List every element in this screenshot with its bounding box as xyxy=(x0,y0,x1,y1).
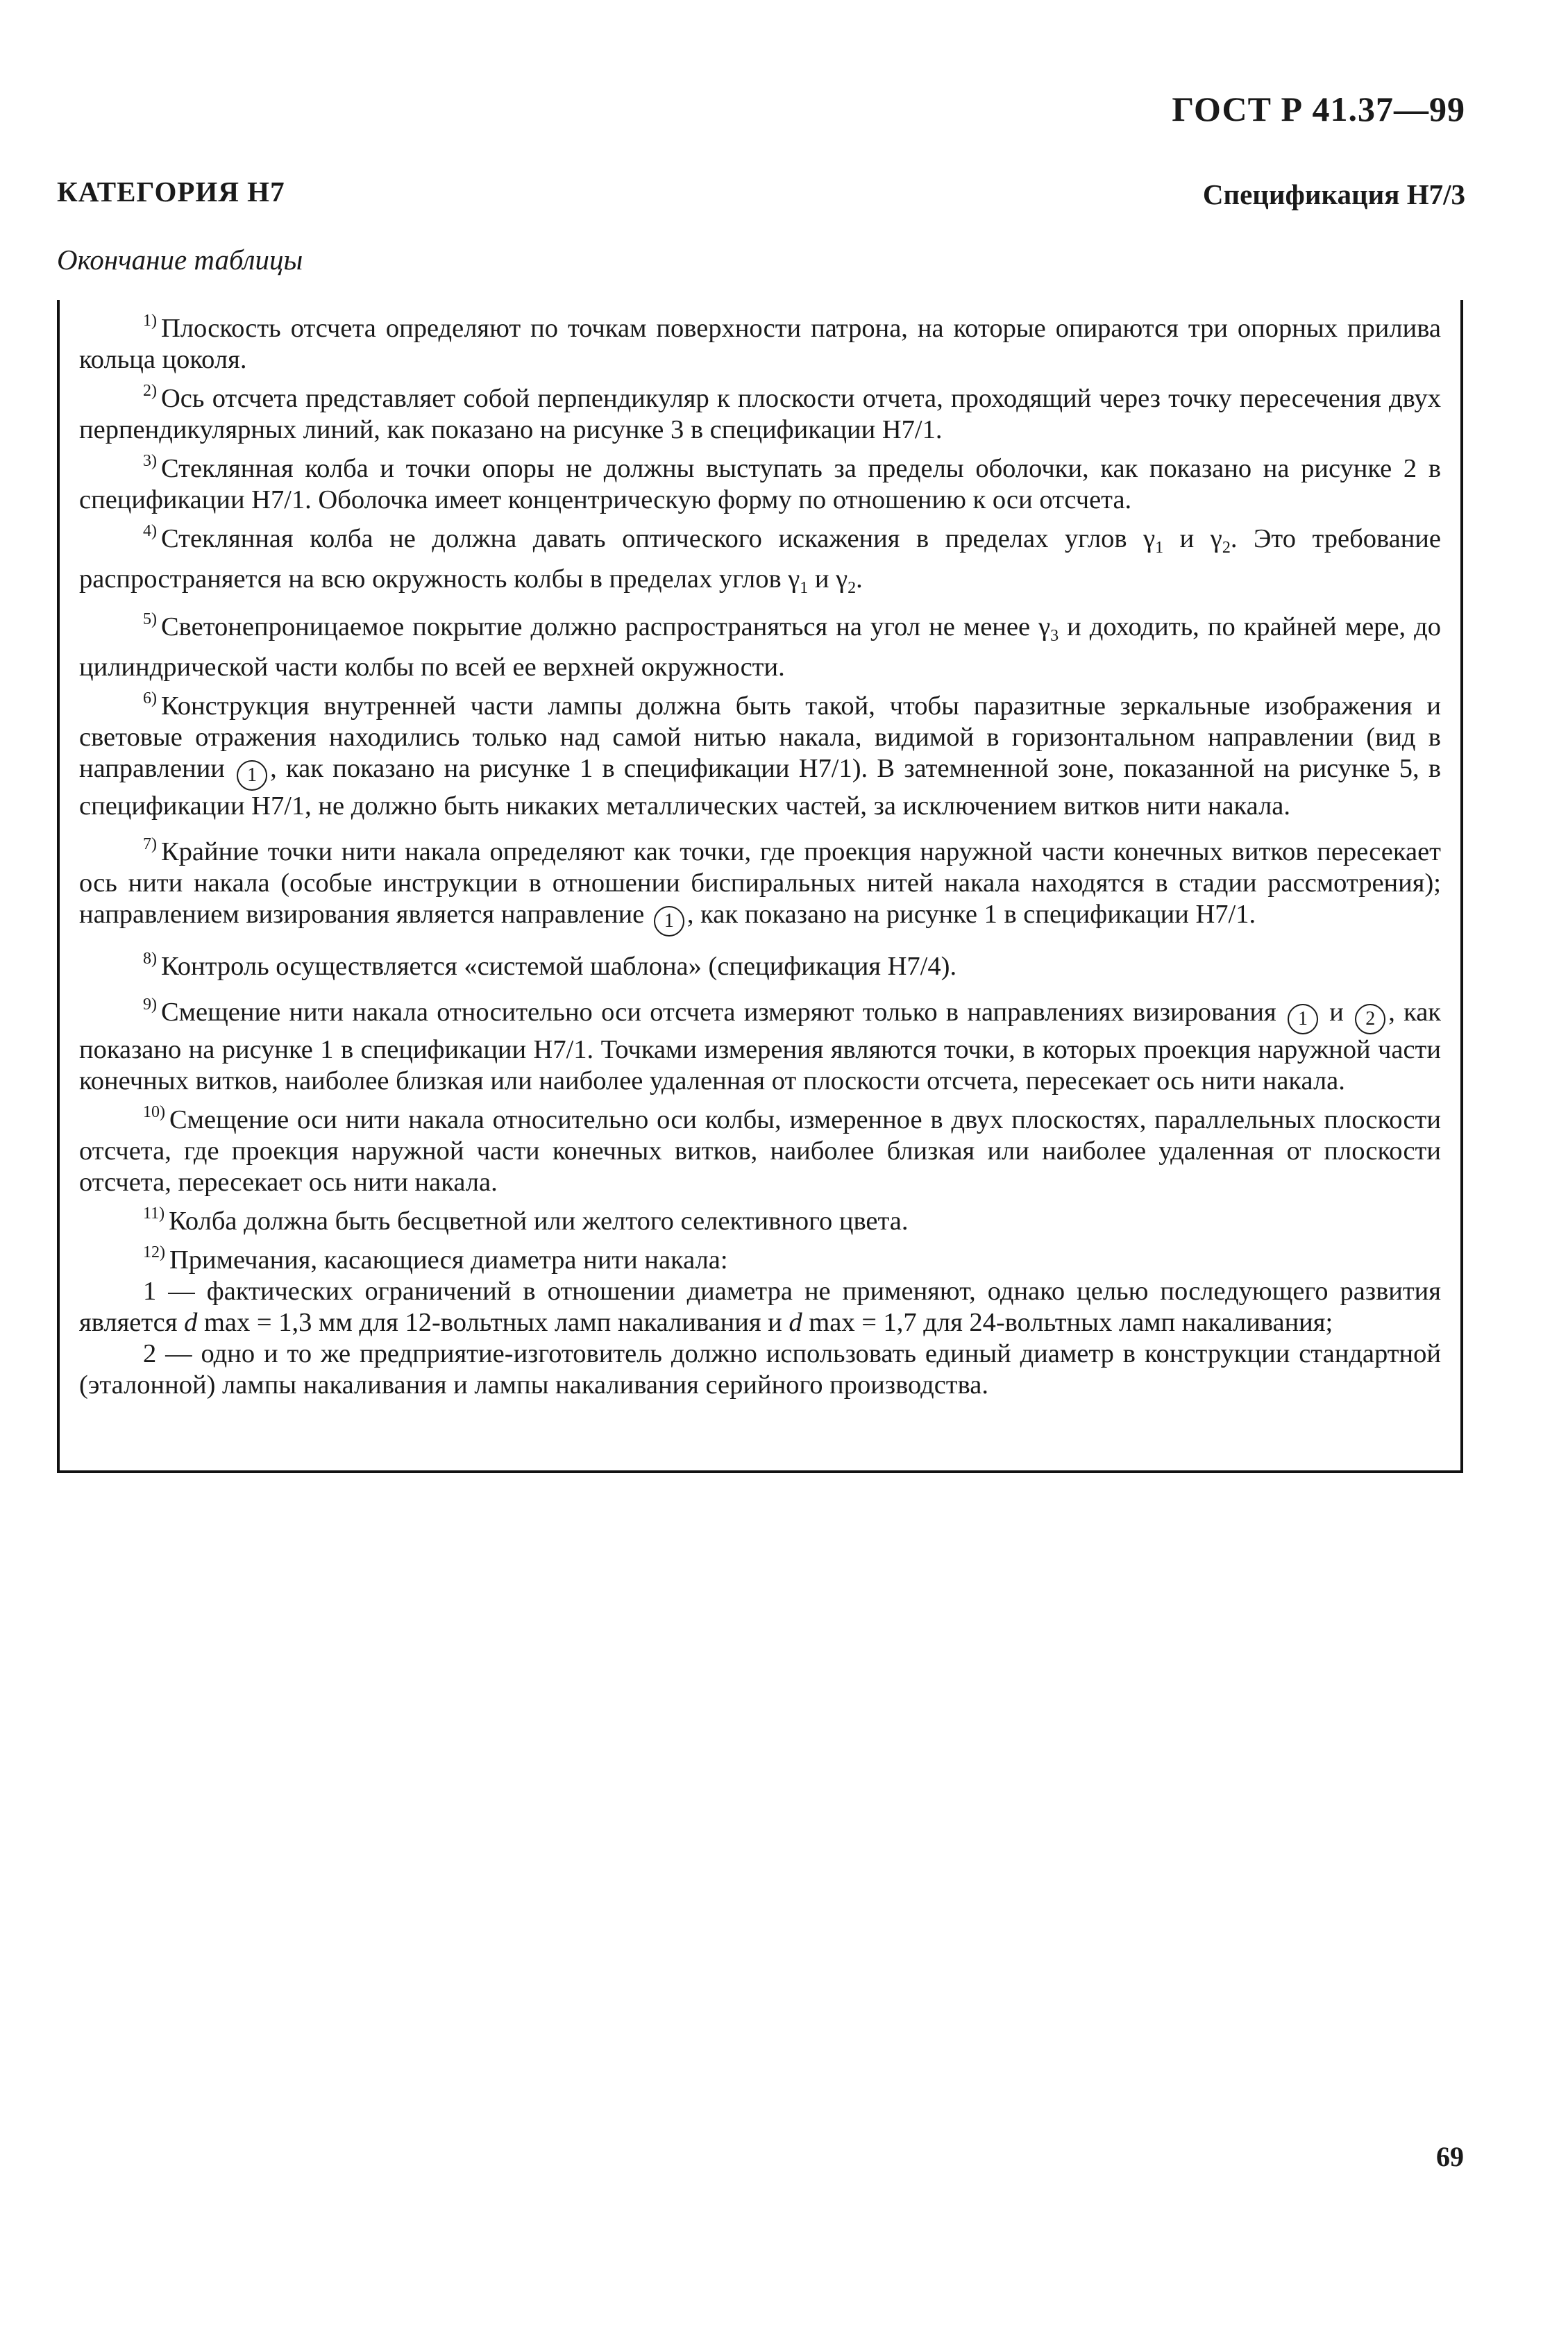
note-number: 12) xyxy=(143,1243,165,1261)
subscript: 3 xyxy=(1050,627,1059,645)
category-title: КАТЕГОРИЯ Н7 xyxy=(57,176,285,208)
specification-title: Спецификация Н7/3 xyxy=(1202,178,1465,210)
note-3 xyxy=(79,446,1441,516)
note-number: 5) xyxy=(143,610,157,628)
remark-text: 2 — одно и то же предприятие-изготовитель должно использовать единый диаметр в конструкции стандартной (эталонной) лампы накаливания и лампы накаливания серийного производства. xyxy=(79,1339,1441,1400)
note-text: Стеклянная колба не должна давать оптического искажения в пределах углов γ xyxy=(161,524,1156,553)
note-text: . xyxy=(856,564,863,594)
note-text: и доходить, по крайней мере, до цилиндрической части колбы по всей ее верхней окружности. xyxy=(79,612,1441,682)
note-5 xyxy=(79,604,1441,683)
note-6 xyxy=(79,683,1441,822)
note-text: Смещение оси нити накала относительно оси колбы, измеренное в двух плоскостях, параллельных плоскости отсчета, где проекция наружной части конечных витков, наиболее близкая или наиболее удаленная от плоскости отсчета, пересекает ось нити накала. xyxy=(79,1105,1441,1197)
note-text: Примечания, касающиеся диаметра нити накала: xyxy=(169,1245,728,1275)
note-number: 4) xyxy=(143,522,157,540)
remark-text: max = 1,7 для 24-вольтных ламп накаливания; xyxy=(802,1308,1333,1337)
note-text: Ось отсчета представляет собой перпендикуляр к плоскости отчета, проходящий через точку пересечения двух перпендикулярных линий, как показано на рисунке 3 в спецификации Н7/1. xyxy=(79,384,1441,444)
diameter-symbol: d xyxy=(184,1308,198,1337)
note-text: Конструкция внутренней части лампы должна быть такой, чтобы паразитные зеркальные изображения и световые отражения находились только над самой нитью накала, видимой в горизонтальном направлении (вид в направлении xyxy=(79,691,1441,783)
note-text: Колба должна быть бесцветной или желтого селективного цвета. xyxy=(169,1207,909,1236)
remark-text: max = 1,3 мм для 12-вольтных ламп накаливания и xyxy=(197,1308,789,1337)
note-text: , как показано на рисунке 1 в спецификации Н7/1. xyxy=(686,900,1256,929)
note-10 xyxy=(79,1097,1441,1198)
remark-text: 1 — фактических ограничений в отношении диаметра не применяют, однако целью последующего развития является xyxy=(79,1277,1441,1337)
note-text: Плоскость отсчета определяют по точкам поверхности патрона, на которые опираются три опорных прилива кольца цоколя. xyxy=(79,314,1441,374)
note-text: и xyxy=(1329,998,1344,1027)
note-text: и γ xyxy=(1163,524,1222,553)
diameter-symbol: d xyxy=(789,1308,802,1337)
note-number: 2) xyxy=(143,382,157,400)
page-number: 69 xyxy=(1436,2141,1464,2172)
note-text: Крайние точки нити накала определяют как точки, где проекция наружной части конечных витков пересекает ось нити накала (особые инструкции в отношении биспиральных нитей накала находятся в стадии рассмотрения); направлением визирования является направление xyxy=(79,837,1441,929)
direction-1-circle-icon: 1 xyxy=(1288,1004,1318,1034)
note-number: 11) xyxy=(143,1204,165,1223)
direction-2-circle-icon: 2 xyxy=(1355,1004,1385,1034)
note-8 xyxy=(79,943,1441,982)
notes-table xyxy=(57,300,1463,1473)
note-12 xyxy=(79,1237,1441,1276)
note-text: , как показано на рисунке 1 в спецификации Н7/1). В затемненной зоне, показанной на рисунке 5, в спецификации Н7/1, не должно быть никаких металлических частей, за исключением витков нити накала. xyxy=(79,754,1442,821)
note-text: Контроль осуществляется «системой шаблона» (спецификация Н7/4). xyxy=(161,952,957,981)
note-9 xyxy=(79,989,1441,1097)
direction-1-circle-icon: 1 xyxy=(654,906,684,937)
standard-number: ГОСТ Р 41.37—99 xyxy=(1172,90,1465,128)
note-number: 6) xyxy=(143,689,157,707)
note-number: 3) xyxy=(143,452,157,470)
direction-1-circle-icon: 1 xyxy=(237,760,267,791)
note-1 xyxy=(79,305,1441,376)
subscript: 1 xyxy=(800,579,809,597)
note-text: , как показано на рисунке 1 в спецификации Н7/1. Точками измерения являются точки, в которых проекция наружной части конечных витков, наиболее близкая или наиболее удаленная от плоскости отсчета, пересекает ось нити накала. xyxy=(79,998,1442,1095)
subscript: 2 xyxy=(848,579,857,597)
note-11 xyxy=(79,1198,1441,1237)
note-text: . Это требование распространяется на всю окружность колбы в пределах углов γ xyxy=(79,524,1441,594)
note-number: 10) xyxy=(143,1103,165,1121)
note-12-remark-2 xyxy=(79,1338,1441,1401)
table-end-caption: Окончание таблицы xyxy=(57,244,303,276)
note-12-remark-1 xyxy=(79,1276,1441,1338)
note-2 xyxy=(79,376,1441,446)
note-number: 8) xyxy=(143,950,157,968)
note-number: 7) xyxy=(143,835,157,853)
subscript: 2 xyxy=(1222,539,1231,557)
note-text: Смещение нити накала относительно оси отсчета измеряют только в направлениях визирования xyxy=(161,998,1276,1027)
subscript: 1 xyxy=(1155,539,1164,557)
note-7 xyxy=(79,829,1441,937)
note-text: Светонепроницаемое покрытие должно распространяться на угол не менее γ xyxy=(161,612,1051,641)
note-text: Стеклянная колба и точки опоры не должны выступать за пределы оболочки, как показано на рисунке 2 в спецификации Н7/1. Оболочка имеет концентрическую форму по отношению к оси отсчета. xyxy=(79,454,1441,514)
note-number: 9) xyxy=(143,996,157,1014)
note-number: 1) xyxy=(143,312,157,330)
note-text: и γ xyxy=(808,564,848,594)
note-4 xyxy=(79,516,1441,604)
